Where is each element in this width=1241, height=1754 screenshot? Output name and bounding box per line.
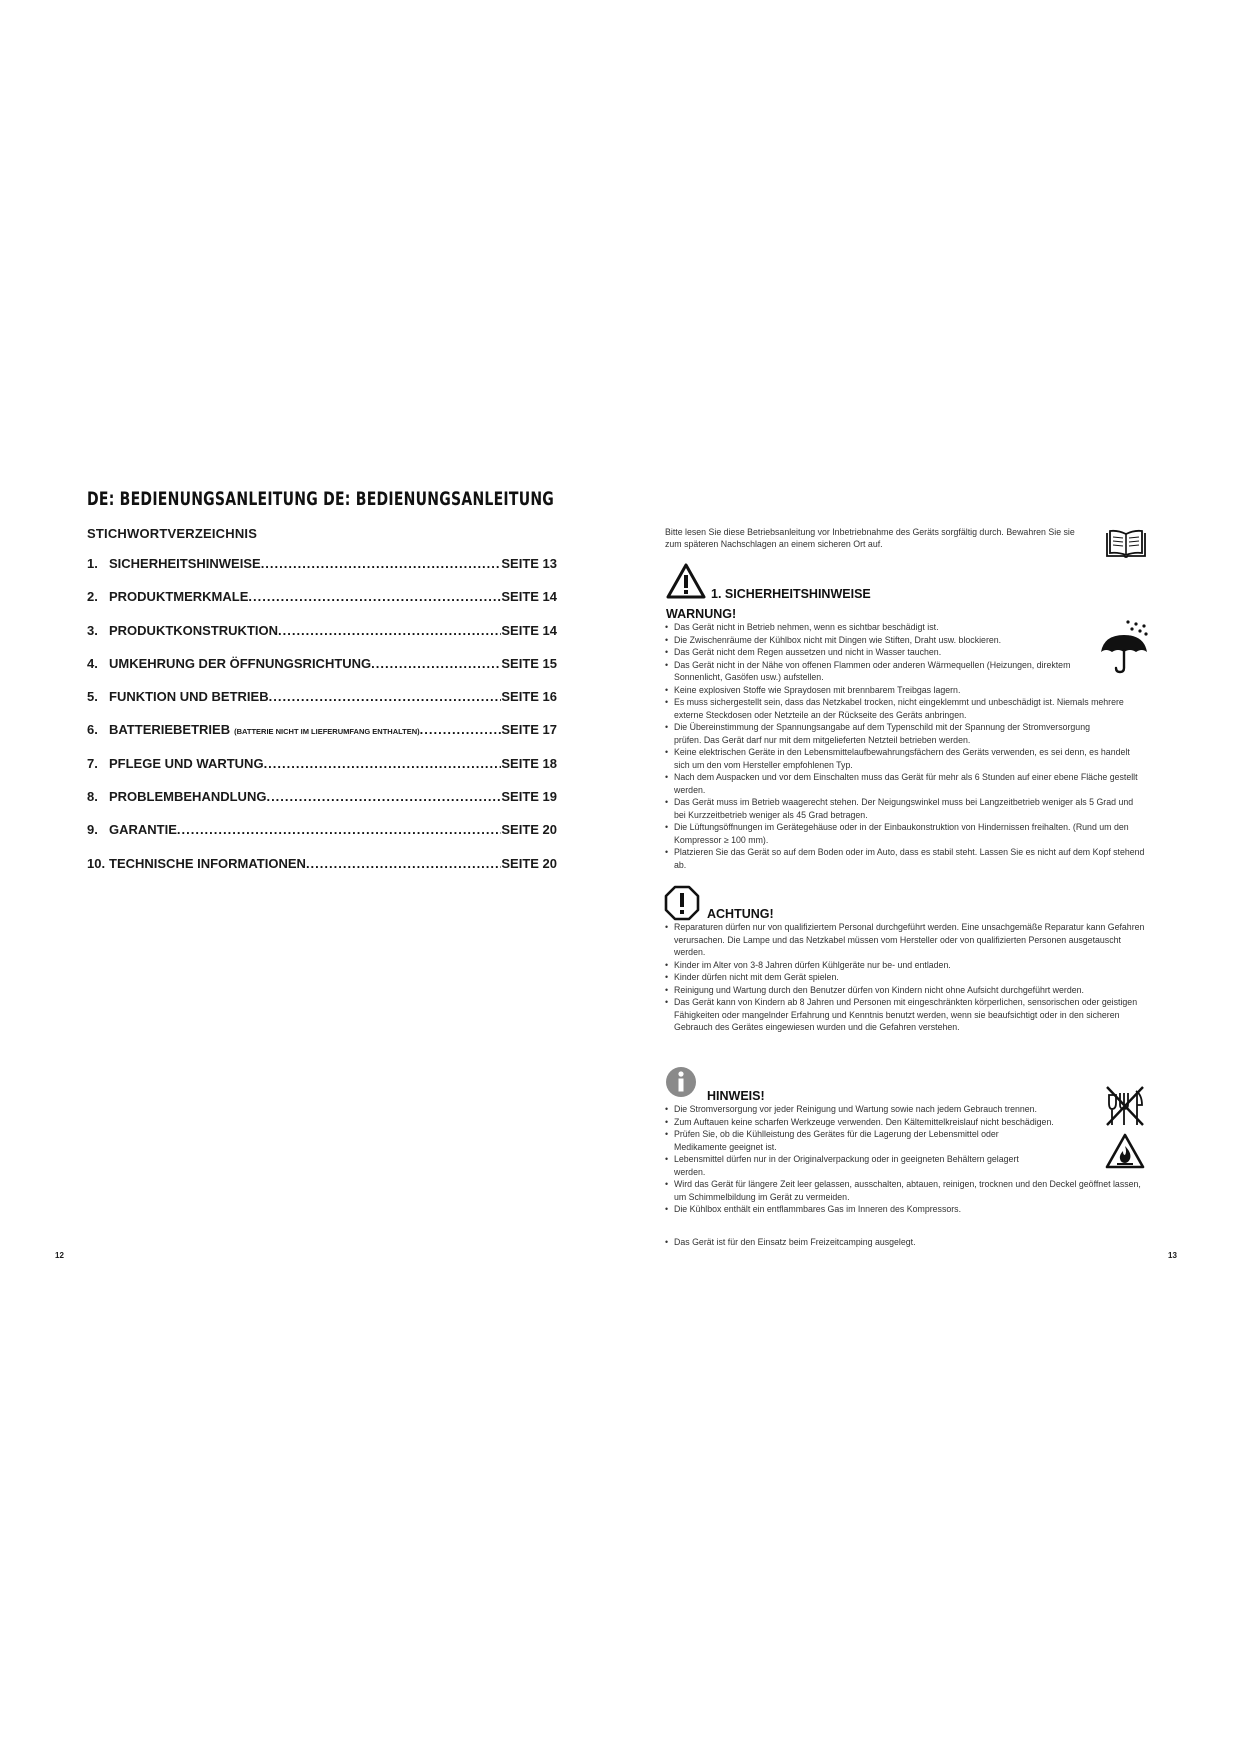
toc-entry[interactable] [87, 556, 557, 589]
toc-page: SEITE 15 [501, 655, 557, 671]
toc-note: (BATTERIE NICHT IM LIEFERUMFANG ENTHALTEN) [234, 727, 420, 737]
list-item: • Das Gerät nicht in der Nähe von offenen Flammen oder anderen Wärmequellen (Heizungen, direktem Sonnenlicht, Gasöfen usw.) aufstellen. [665, 659, 1084, 684]
toc-label: PRODUKTMERKMALE [109, 589, 249, 605]
toc-label: PFLEGE UND WARTUNG [109, 755, 264, 771]
list-item: • Das Gerät nicht dem Regen aussetzen und nicht in Wasser tauchen. [665, 646, 1145, 659]
toc-number: 7. [87, 755, 98, 771]
toc-label: TECHNISCHE INFORMATIONEN [109, 855, 306, 871]
toc-entry[interactable] [87, 756, 557, 789]
toc-page: SEITE 20 [501, 855, 557, 871]
toc-number: 4. [87, 655, 98, 671]
page-number-left: 12 [55, 1251, 64, 1260]
toc-label: UMKEHRUNG DER ÖFFNUNGSRICHTUNG [109, 655, 372, 671]
toc-label: GARANTIE [109, 822, 177, 838]
toc-number: 1. [87, 556, 98, 571]
toc-label: FUNKTION UND BETRIEB [109, 689, 269, 705]
toc-page: SEITE 17 [501, 722, 557, 738]
toc-leader [248, 589, 501, 604]
toc-page: SEITE 20 [501, 822, 557, 838]
toc-entry[interactable] [87, 856, 557, 889]
toc-leader [278, 623, 501, 638]
book-icon [1105, 529, 1147, 559]
list-item: • Keine elektrischen Geräte in den Lebensmittelaufbewahrungsfächern des Geräts verwenden, es sei denn, es handelt sich um den vom Hersteller empfohlenen Typ. [665, 746, 1145, 771]
toc-leader [420, 722, 502, 737]
warning-list [665, 621, 1145, 871]
list-item: • Das Gerät muss im Betrieb waagerecht stehen. Der Neigungswinkel muss bei Langzeitbetrieb weniger als 5 Grad und bei Kurzzeitbetrieb weniger als 45 Grad betragen. [665, 796, 1145, 821]
note-list [665, 1103, 1141, 1216]
toc-page: SEITE 14 [501, 589, 557, 605]
toc-leader [266, 789, 501, 804]
toc-number: 10. [87, 855, 106, 871]
toc-page: SEITE 16 [501, 689, 557, 705]
toc-entry[interactable] [87, 656, 557, 689]
toc-page: SEITE 18 [501, 755, 557, 771]
list-item: • Keine explosiven Stoffe wie Spraydosen mit brennbarem Treibgas lagern. [665, 684, 1145, 697]
toc-page: SEITE 13 [501, 556, 557, 571]
list-item: • Es muss sichergestellt sein, dass das Netzkabel trocken, nicht eingeklemmt und unbeschädigt ist. Niemals mehrere externe Steckdosen oder Netzteile an der Rückseite des Geräts anbringen. [665, 696, 1145, 721]
list-item: • Zum Auftauen keine scharfen Werkzeuge verwenden. Den Kältemittelkreislauf nicht beschädigen. [665, 1116, 1074, 1129]
list-item: • Die Zwischenräume der Kühlbox nicht mit Dingen wie Stiften, Draht usw. blockieren. [665, 634, 1145, 647]
list-item: • Die Kühlbox enthält ein entflammbares Gas im Inneren des Kompressors. [665, 1203, 1105, 1216]
toc-leader [177, 822, 501, 837]
toc-page: SEITE 14 [501, 622, 557, 638]
toc-entry[interactable] [87, 589, 557, 622]
toc-leader [261, 556, 502, 571]
toc-page: SEITE 19 [501, 789, 557, 805]
no-food-tools-icon [1105, 1085, 1145, 1127]
warning-triangle-icon [666, 563, 706, 599]
toc-entry[interactable] [87, 722, 557, 755]
toc-leader [371, 656, 501, 671]
toc-number: 3. [87, 622, 98, 638]
list-item: • Das Gerät nicht in Betrieb nehmen, wenn es sichtbar beschädigt ist. [665, 621, 1145, 634]
list-item: • Lebensmittel dürfen nur in der Originalverpackung oder in geeigneten Behältern gelagert werden. [665, 1153, 1044, 1178]
toc-number: 2. [87, 589, 98, 605]
table-of-contents [87, 556, 557, 889]
list-item: • Platzieren Sie das Gerät so auf dem Boden oder im Auto, dass es stabil steht. Lassen Sie es nicht auf dem Kopf stehend ab. [665, 846, 1145, 871]
toc-leader [264, 756, 502, 771]
toc-leader [306, 856, 501, 871]
list-item: • Die Übereinstimmung der Spannungsangabe auf dem Typenschild mit der Spannung der Stromversorgung prüfen. Das Gerät darf nur mit dem mitgelieferten Netzteil betrieben werden. [665, 721, 1104, 746]
toc-number: 5. [87, 689, 98, 705]
intro-text: Bitte lesen Sie diese Betriebsanleitung vor Inbetriebnahme des Geräts sorgfältig durch. Bewahren Sie sie zum späteren Nachschlagen an einem sicheren Ort auf. [665, 527, 1075, 549]
list-item: • Kinder im Alter von 3-8 Jahren dürfen Kühlgeräte nur be- und entladen. [665, 959, 1145, 972]
toc-entry[interactable] [87, 822, 557, 855]
page-heading: DE: BEDIENUNGSANLEITUNG DE: BEDIENUNGSANLEITUNG [87, 488, 555, 510]
final-note-list [665, 1236, 1105, 1249]
flammable-icon [1105, 1133, 1145, 1169]
toc-number: 9. [87, 822, 98, 838]
list-item: • Wird das Gerät für längere Zeit leer gelassen, ausschalten, abtauen, reinigen, trocknen und den Deckel geöffnet lassen, um Schimmelbildung im Gerät zu vermeiden. [665, 1178, 1144, 1203]
toc-number: 8. [87, 789, 98, 805]
caution-list [665, 921, 1145, 1034]
list-item: • Reinigung und Wartung durch den Benutzer dürfen von Kindern nicht ohne Aufsicht durchgeführt werden. [665, 984, 1114, 997]
page-number-right: 13 [1168, 1251, 1177, 1260]
toc-label: SICHERHEITSHINWEISE [109, 556, 261, 571]
toc-label: BATTERIEBETRIEB [109, 722, 231, 738]
list-item: • Das Gerät ist für den Einsatz beim Freizeitcamping ausgelegt. [665, 1236, 1105, 1249]
toc-entry[interactable] [87, 623, 557, 656]
list-item: • Nach dem Auspacken und vor dem Einschalten muss das Gerät für mehr als 6 Stunden auf einer ebene Fläche gestellt werden. [665, 771, 1145, 796]
section-title: 1. SICHERHEITSHINWEISE [711, 587, 871, 601]
list-item: • Reparaturen dürfen nur von qualifiziertem Personal durchgeführt werden. Eine unsachgemäße Reparatur kann Gefahren verursachen. Die Lampe und das Netzkabel müssen vom Hersteller oder von qualifizierten Personen ausgetauscht werden. [665, 921, 1145, 959]
list-item: • Prüfen Sie, ob die Kühlleistung des Gerätes für die Lagerung der Lebensmittel oder Medikamente geeignet ist. [665, 1128, 1044, 1153]
toc-leader [269, 689, 502, 704]
caution-exclamation-icon [664, 885, 700, 921]
caution-title: ACHTUNG! [707, 907, 774, 921]
list-item: • Kinder dürfen nicht mit dem Gerät spielen. [665, 971, 1145, 984]
warning-title: WARNUNG! [666, 607, 737, 621]
toc-entry[interactable] [87, 789, 557, 822]
list-item: • Die Lüftungsöffnungen im Gerätegehäuse oder in der Einbaukonstruktion von Hindernissen freihalten. (Rund um den Kompressor ≥ 100 mm). [665, 821, 1145, 846]
list-item: • Das Gerät kann von Kindern ab 8 Jahren und Personen mit eingeschränkten körperlichen, sensorischen oder geistigen Fähigkeiten oder mangelnder Erfahrung und Kenntnis benutzt werden, wenn sie beaufsichtigt oder in den sicheren Gebrauch des Gerätes eingewiesen wurden und die Gefahren verstehen. [665, 996, 1145, 1034]
toc-title: STICHWORTVERZEICHNIS [87, 526, 258, 541]
note-title: HINWEIS! [707, 1089, 765, 1103]
info-icon [665, 1066, 697, 1098]
toc-label: PROBLEMBEHANDLUNG [109, 789, 267, 805]
list-item: • Die Stromversorgung vor jeder Reinigung und Wartung sowie nach jedem Gebrauch trennen. [665, 1103, 1105, 1116]
toc-label: PRODUKTKONSTRUKTION [109, 622, 278, 638]
toc-entry[interactable] [87, 689, 557, 722]
toc-number: 6. [87, 722, 98, 738]
